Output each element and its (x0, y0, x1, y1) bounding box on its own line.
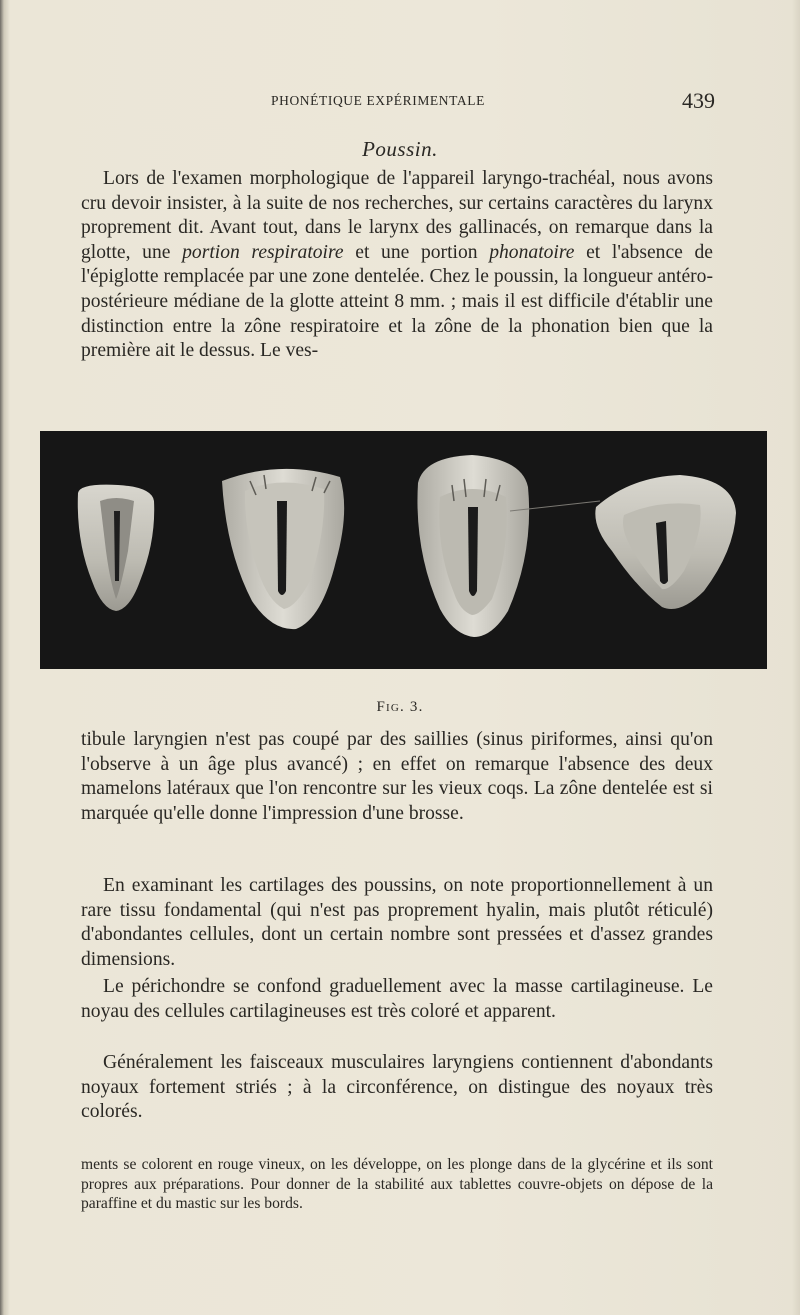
paragraph-vestibule: tibule laryngien n'est pas coupé par des saillies (sinus piriformes, ainsi qu'on l'observe à un âge plus avancé) ; en effet on remarque l'absence des deux mamelons latéraux que l'on rencontre sur les vieux coqs. La zône dentelée est si marquée qu'elle donne l'impression d'une brosse. (81, 729, 713, 824)
paragraph-text: et une portion (343, 241, 490, 263)
paragraph-text: Lors de l'examen morphologique de l'appareil laryngo-trachéal, nous avons cru devoir insister, à la suite de nos recherches, sur certains caractères du larynx proprement dit. Avant tout, dans le larynx des gallinacés, on remarque dans la glotte, une (81, 168, 713, 263)
section-title: Poussin. (362, 137, 438, 161)
footnote: ments se colorent en rouge vineux, on les développe, on les plonge dans de la glycérine et ils sont propres aux préparations. Pour donner de la stabilité aux tablettes couvre-objets on dépose de la paraffine et du mastic sur les bords. (81, 1156, 713, 1212)
italic-term-phonatory: phonatoire (489, 241, 575, 263)
figure-caption: Fig. 3. (376, 699, 424, 715)
paragraph-muscles: Généralement les faisceaux musculaires laryngiens contiennent d'abondants noyaux fortement striés ; à la circonférence, on distingue des noyaux très colorés. (81, 1052, 713, 1123)
page-number: 439 (682, 88, 715, 113)
paragraph-cartilages: En examinant les cartilages des poussins, on note proportionnellement à un rare tissu fondamental (qui n'est pas proprement hyalin, mais plutôt réticulé) d'abondantes cellules, dont un certain nombre sont pressées et d'assez grandes dimensions. (81, 875, 713, 970)
paragraph-larynx-examination (81, 167, 713, 364)
italic-term-respiratory: portion respiratoire (182, 241, 344, 263)
running-head: PHONÉTIQUE EXPÉRIMENTALE (271, 93, 485, 108)
paragraph-perichondrium: Le périchondre se confond graduellement avec la masse cartilagineuse. Le noyau des cellules cartilagineuses est très coloré et apparent. (81, 976, 713, 1022)
paragraph-text: et l'absence de l'épiglotte remplacée par une zone dentelée. Chez le poussin, la longueur antéro-postérieure médiane de la glotte atteint 8 mm. ; mais il est difficile d'établir une distinction entre la zône respiratoire et la zône de la phonation bien que la première ait le dessus. Le ves- (81, 241, 714, 362)
figure-photograph (40, 431, 767, 669)
